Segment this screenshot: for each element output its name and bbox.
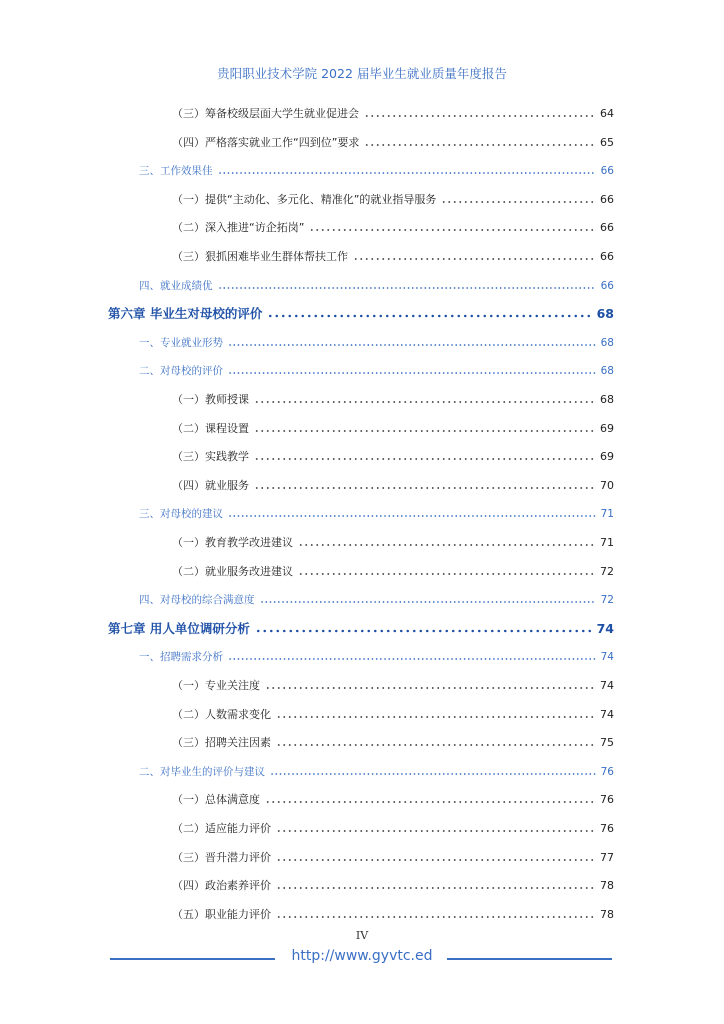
toc-dot-leader: [267, 306, 591, 318]
toc-entry-label: （五）职业能力评价: [172, 907, 271, 921]
toc-dot-leader: [441, 192, 595, 204]
toc-entry-label: 第七章 用人单位调研分析: [108, 620, 250, 636]
toc-entry-page: 76: [600, 765, 614, 778]
toc-dot-leader: [254, 421, 595, 433]
toc-entry-page: 69: [600, 421, 614, 435]
toc-section-entry[interactable]: [139, 358, 614, 378]
toc-entry-page: 78: [600, 879, 614, 893]
toc-entry-page: 68: [600, 393, 614, 406]
toc-dot-leader: [254, 392, 595, 404]
toc-dot-leader: [218, 163, 596, 175]
toc-subsection-entry[interactable]: [172, 873, 614, 893]
toc-entry-page: 65: [600, 135, 614, 149]
footer-url: http://www.gyvtc.ed: [291, 948, 433, 964]
toc-dot-leader: [254, 449, 595, 461]
report-header-title: 贵阳职业技术学院 2022 届毕业生就业质量年度报告: [217, 66, 507, 81]
toc-subsection-entry[interactable]: [172, 816, 614, 836]
toc-subsection-entry[interactable]: [172, 416, 614, 436]
toc-section-entry[interactable]: [139, 644, 614, 664]
toc-dot-leader: [218, 278, 596, 290]
toc-subsection-entry[interactable]: [172, 845, 614, 865]
toc-entry-label: （四）政治素养评价: [172, 879, 271, 893]
toc-subsection-entry[interactable]: [172, 130, 614, 150]
toc-entry-page: 71: [600, 508, 614, 521]
toc-dot-leader: [276, 735, 595, 747]
toc-dot-leader: [265, 678, 595, 690]
toc-entry-label: 三、对母校的建议: [139, 508, 223, 521]
toc-subsection-entry[interactable]: [172, 902, 614, 922]
toc-dot-leader: [276, 878, 595, 890]
toc-entry-label: 一、招聘需求分析: [139, 651, 223, 664]
toc-subsection-entry[interactable]: [172, 702, 614, 722]
toc-section-entry[interactable]: [139, 158, 614, 178]
toc-entry-label: （二）深入推进“访企拓岗”: [172, 221, 305, 235]
toc-entry-label: （三）狠抓困难毕业生群体帮扶工作: [172, 250, 348, 263]
toc-entry-label: （三）招聘关注因素: [172, 736, 271, 750]
toc-entry-page: 68: [600, 365, 614, 378]
toc-dot-leader: [228, 335, 596, 347]
toc-dot-leader: [276, 907, 595, 919]
toc-entry-page: 68: [596, 306, 614, 322]
toc-entry-page: 68: [600, 336, 614, 349]
toc-entry-label: （三）筹备校级层面大学生就业促进会: [172, 107, 359, 120]
toc-entry-label: （一）提供“主动化、多元化、精准化”的就业指导服务: [172, 192, 437, 206]
toc-entry-page: 74: [596, 620, 614, 636]
toc-entry-page: 72: [600, 564, 614, 578]
toc-entry-label: （三）晋升潜力评价: [172, 850, 271, 864]
toc-entry-page: 66: [600, 221, 614, 235]
toc-subsection-entry[interactable]: [172, 787, 614, 807]
toc-section-entry[interactable]: [139, 330, 614, 350]
toc-entry-label: （一）教育教学改进建议: [172, 536, 293, 549]
toc-entry-label: （四）严格落实就业工作“四到位”要求: [172, 135, 360, 149]
toc-entry-label: 三、工作效果佳: [139, 165, 213, 178]
toc-entry-page: 69: [600, 450, 614, 464]
toc-entry-label: 四、就业成绩优: [139, 279, 213, 292]
toc-subsection-entry[interactable]: [172, 387, 614, 407]
toc-subsection-entry[interactable]: [172, 444, 614, 464]
toc-entry-label: 二、对母校的评价: [139, 365, 223, 378]
toc-entry-page: 77: [600, 850, 614, 864]
toc-subsection-entry[interactable]: [172, 187, 614, 207]
toc-section-entry[interactable]: [139, 587, 614, 607]
footer-divider-right: [447, 958, 612, 960]
toc-dot-leader: [228, 649, 596, 661]
toc-section-entry[interactable]: [139, 273, 614, 293]
toc-entry-label: （一）总体满意度: [172, 793, 260, 807]
toc-dot-leader: [276, 707, 595, 719]
toc-entry-label: 二、对毕业生的评价与建议: [139, 765, 265, 778]
toc-subsection-entry[interactable]: [172, 559, 614, 579]
toc-entry-label: （三）实践教学: [172, 450, 249, 464]
toc-entry-page: 76: [600, 793, 614, 807]
toc-section-entry[interactable]: [139, 501, 614, 521]
toc-entry-label: （一）教师授课: [172, 393, 249, 406]
toc-dot-leader: [265, 792, 595, 804]
toc-entry-page: 64: [600, 107, 614, 120]
toc-dot-leader: [254, 478, 595, 490]
toc-entry-page: 74: [600, 707, 614, 721]
toc-chapter-entry[interactable]: [108, 301, 614, 321]
toc-dot-leader: [228, 506, 596, 518]
toc-dot-leader: [276, 850, 595, 862]
toc-entry-label: （二）人数需求变化: [172, 707, 271, 721]
toc-entry-label: （二）适应能力评价: [172, 822, 271, 835]
toc-dot-leader: [228, 363, 596, 375]
toc-subsection-entry[interactable]: [172, 101, 614, 121]
toc-chapter-entry[interactable]: [108, 616, 614, 636]
toc-subsection-entry[interactable]: [172, 673, 614, 693]
toc-entry-page: 78: [600, 907, 614, 921]
toc-dot-leader: [255, 621, 592, 633]
toc-entry-label: 四、对母校的综合满意度: [139, 594, 255, 607]
toc-subsection-entry[interactable]: [172, 473, 614, 493]
toc-entry-page: 72: [600, 594, 614, 607]
toc-entry-label: （一）专业关注度: [172, 679, 260, 692]
toc-dot-leader: [298, 535, 595, 547]
toc-entry-page: 66: [600, 192, 614, 206]
toc-entry-page: 74: [600, 651, 614, 664]
toc-entry-label: （二）就业服务改进建议: [172, 564, 293, 578]
toc-subsection-entry[interactable]: [172, 530, 614, 550]
toc-dot-leader: [353, 249, 595, 261]
toc-dot-leader: [270, 764, 596, 776]
toc-entry-page: 76: [600, 822, 614, 835]
toc-dot-leader: [276, 821, 595, 833]
toc-entry-label: 一、专业就业形势: [139, 336, 223, 349]
toc-subsection-entry[interactable]: [172, 244, 614, 264]
toc-dot-leader: [309, 220, 595, 232]
toc-entry-page: 66: [600, 250, 614, 263]
toc-entry-page: 70: [600, 478, 614, 492]
toc-entry-page: 66: [600, 279, 614, 292]
toc-entry-page: 66: [600, 165, 614, 178]
toc-entry-label: （四）就业服务: [172, 478, 249, 492]
toc-dot-leader: [364, 135, 595, 147]
page-number: IV: [355, 929, 369, 942]
toc-section-entry[interactable]: [139, 759, 614, 779]
toc-subsection-entry[interactable]: [172, 730, 614, 750]
toc-subsection-entry[interactable]: [172, 215, 614, 235]
toc-entry-label: （二）课程设置: [172, 421, 249, 435]
toc-entry-page: 74: [600, 679, 614, 692]
toc-entry-page: 75: [600, 736, 614, 750]
toc-dot-leader: [298, 564, 595, 576]
toc-entry-label: 第六章 毕业生对母校的评价: [108, 306, 263, 322]
toc-entry-page: 71: [600, 536, 614, 549]
toc-dot-leader: [364, 106, 595, 118]
toc-dot-leader: [260, 592, 596, 604]
